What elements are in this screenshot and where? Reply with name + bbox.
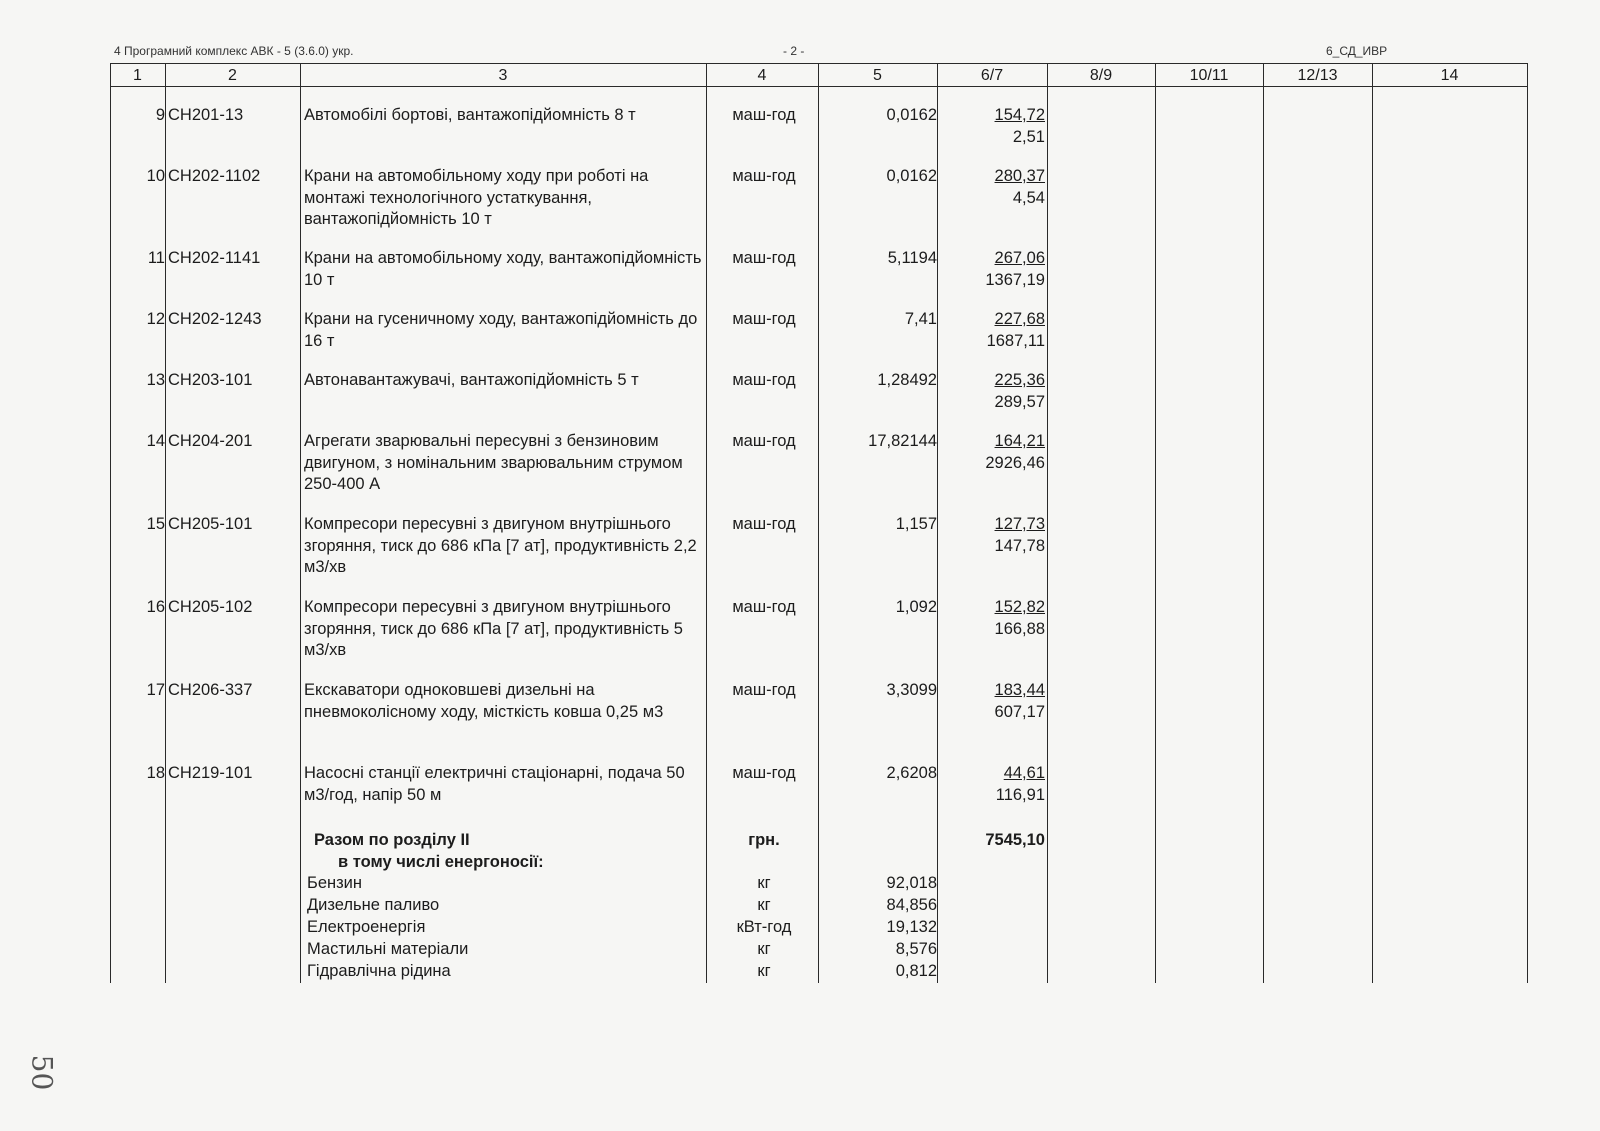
- col-border: [818, 64, 819, 983]
- col-border: [1527, 64, 1528, 983]
- column-header: 8/9: [1089, 67, 1113, 84]
- row-number: 10: [146, 167, 165, 185]
- row-quantity: 2,6208: [886, 764, 937, 782]
- row-code: СН204-201: [168, 432, 253, 450]
- row-total: 1367,19: [985, 270, 1045, 289]
- row-number: 15: [146, 515, 165, 533]
- row-unit-price: 227,68: [994, 310, 1045, 328]
- energy-item-qty: 0,812: [895, 962, 937, 980]
- row-number: 12: [146, 310, 165, 328]
- row-quantity: 1,157: [895, 515, 937, 533]
- row-total: 166,88: [994, 619, 1045, 638]
- energy-item-unit: кВт-год: [736, 918, 792, 936]
- column-header: 5: [873, 67, 882, 84]
- row-description: Агрегати зварювальні пересувні з бензиновим двигуном, з номінальним зварювальним струмом 250-400 А: [304, 432, 683, 493]
- energy-item-name: Бензин: [307, 874, 363, 892]
- row-unit-price: 164,21: [994, 432, 1045, 450]
- row-unit-price: 154,72: [994, 106, 1045, 124]
- row-total: 607,17: [994, 702, 1045, 721]
- row-unit-price: 183,44: [994, 681, 1045, 699]
- row-quantity: 1,092: [895, 598, 937, 616]
- row-quantity: 3,3099: [886, 681, 937, 699]
- row-description: Компресори пересувні з двигуном внутрішнього згоряння, тиск до 686 кПа [7 ат], продуктивність 2,2 м3/хв: [304, 515, 697, 576]
- row-code: СН205-101: [168, 515, 253, 533]
- document-code: 6_СД_ИВР: [1326, 44, 1388, 58]
- row-quantity: 7,41: [904, 310, 937, 328]
- margin-page-note: 50: [25, 1054, 59, 1091]
- row-total: 147,78: [994, 536, 1045, 555]
- row-code: СН219-101: [168, 764, 253, 782]
- row-code: СН203-101: [168, 371, 253, 389]
- row-number: 13: [146, 371, 165, 389]
- row-number: 18: [146, 764, 165, 782]
- row-unit: маш-год: [732, 249, 796, 267]
- col-border: [1372, 64, 1373, 983]
- row-number: 16: [146, 598, 165, 616]
- row-unit: маш-год: [732, 681, 796, 699]
- col-border: [706, 64, 707, 983]
- row-total: 289,57: [994, 392, 1045, 411]
- col-border: [300, 64, 301, 983]
- row-unit-price: 127,73: [994, 515, 1045, 533]
- energy-item-unit: кг: [757, 874, 771, 892]
- column-header: 1: [133, 67, 142, 84]
- row-number: 17: [146, 681, 165, 699]
- energy-item-unit: кг: [757, 940, 771, 958]
- col-border: [165, 64, 166, 983]
- row-code: СН202-1102: [168, 167, 261, 185]
- summary-title: Разом по розділу II: [314, 831, 470, 849]
- summary-unit: грн.: [748, 831, 780, 849]
- row-description: Автомобілі бортові, вантажопідйомність 8 т: [304, 106, 636, 124]
- column-header: 4: [757, 67, 767, 84]
- col-border: [110, 64, 111, 983]
- row-number: 9: [155, 106, 165, 124]
- row-unit: маш-год: [732, 764, 796, 782]
- row-unit-price: 267,06: [994, 249, 1045, 267]
- row-quantity: 5,1194: [887, 249, 937, 267]
- energy-item-qty: 84,856: [886, 896, 937, 914]
- energy-item-name: Гідравлічна рідина: [307, 962, 451, 980]
- row-unit: маш-год: [732, 432, 796, 450]
- energy-item-qty: 19,132: [886, 918, 937, 936]
- table-header-divider: [110, 86, 1528, 87]
- energy-item-name: Дизельне паливо: [307, 896, 440, 914]
- row-unit-price: 152,82: [994, 598, 1045, 616]
- row-unit: маш-год: [732, 598, 796, 616]
- row-unit: маш-год: [732, 515, 796, 533]
- row-code: СН206-337: [168, 681, 253, 699]
- column-header: 12/13: [1297, 67, 1338, 84]
- row-unit-price: 280,37: [994, 167, 1045, 185]
- col-border: [1047, 64, 1048, 983]
- col-border: [1263, 64, 1264, 983]
- row-quantity: 0,0162: [886, 167, 937, 185]
- column-header: 14: [1440, 67, 1459, 84]
- row-description: Автонавантажувачі, вантажопідйомність 5 т: [304, 371, 639, 389]
- table-top-border: [110, 63, 1528, 64]
- page-number: - 2 -: [783, 44, 805, 58]
- column-header: 2: [228, 67, 237, 84]
- row-description: Екскаватори одноковшеві дизельні на пневмоколісному ходу, місткість ковша 0,25 м3: [304, 681, 664, 721]
- energy-item-name: Мастильні матеріали: [307, 940, 469, 958]
- energy-item-qty: 8,576: [895, 940, 937, 958]
- document-header-left: 4 Програмний комплекс АВК - 5 (3.6.0) укр.: [114, 44, 354, 58]
- row-total: 1687,11: [986, 331, 1045, 350]
- row-code: СН201-13: [168, 106, 244, 124]
- row-quantity: 0,0162: [886, 106, 937, 124]
- row-code: СН205-102: [168, 598, 253, 616]
- energy-item-unit: кг: [757, 896, 771, 914]
- row-unit-price: 225,36: [994, 371, 1045, 389]
- column-header: 3: [498, 67, 508, 84]
- row-unit: маш-год: [732, 106, 796, 124]
- row-unit: маш-год: [732, 310, 796, 328]
- row-unit-price: 44,61: [1003, 764, 1045, 782]
- energy-item-unit: кг: [757, 962, 771, 980]
- summary-total: 7545,10: [985, 831, 1045, 849]
- row-quantity: 1,28492: [877, 371, 937, 389]
- row-total: 2,51: [1012, 127, 1045, 146]
- col-border: [1155, 64, 1156, 983]
- row-total: 4,54: [1012, 188, 1045, 207]
- row-number: 14: [146, 432, 165, 450]
- column-header: 6/7: [980, 67, 1004, 84]
- row-unit: маш-год: [732, 167, 796, 185]
- row-unit: маш-год: [732, 371, 796, 389]
- row-total: 2926,46: [985, 453, 1045, 472]
- row-description: Крани на автомобільному ходу при роботі на монтажі технологічного устаткування, вантажопідйомність 10 т: [304, 167, 649, 228]
- summary-subtitle: в тому числі енергоносії:: [338, 853, 544, 871]
- row-code: СН202-1243: [168, 310, 262, 328]
- row-total: 116,91: [995, 785, 1045, 804]
- row-description: Крани на гусеничному ходу, вантажопідйомність до 16 т: [304, 310, 698, 350]
- energy-item-name: Електроенергія: [307, 918, 426, 936]
- row-code: СН202-1141: [168, 249, 261, 267]
- row-number: 11: [147, 249, 165, 267]
- row-description: Насосні станції електричні стаціонарні, подача 50 м3/год, напір 50 м: [304, 764, 685, 804]
- row-description: Компресори пересувні з двигуном внутрішнього згоряння, тиск до 686 кПа [7 ат], продуктивність 5 м3/хв: [304, 598, 683, 659]
- row-description: Крани на автомобільному ходу, вантажопідйомність 10 т: [304, 249, 702, 289]
- column-header: 10/11: [1189, 67, 1229, 84]
- row-quantity: 17,82144: [868, 432, 937, 450]
- energy-item-qty: 92,018: [886, 874, 937, 892]
